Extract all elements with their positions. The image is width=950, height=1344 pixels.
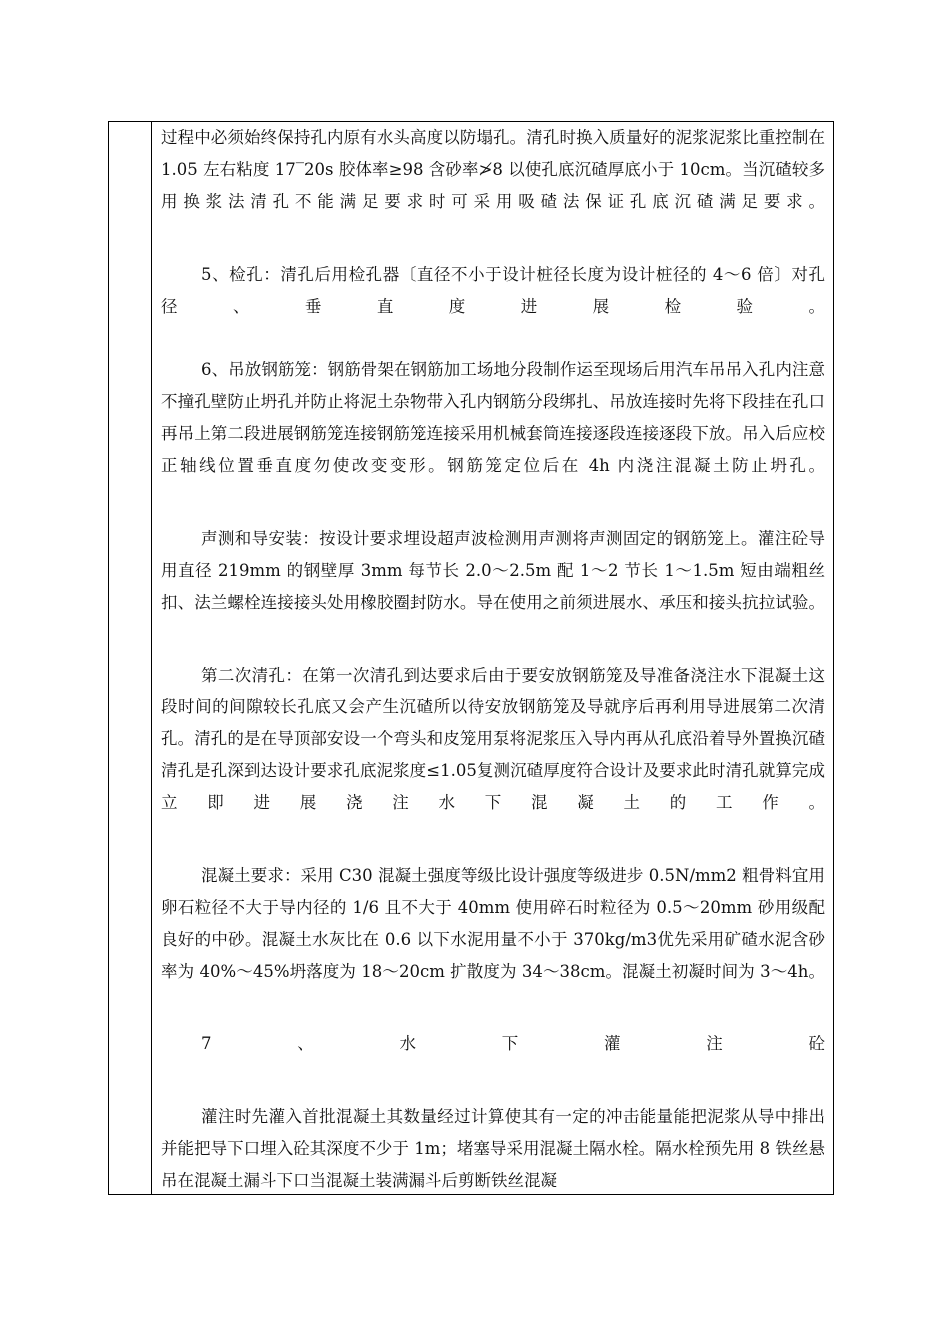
paragraph-second-clearing: 第二次清孔：在第一次清孔到达要求后由于要安放钢筋笼及导准备浇注水下混凝土这段时间的间隙较长孔底又会产生沉碴所以待安放钢筋笼及导就序后再利用导进展第二次清孔。清孔的是在导顶部安设一个弯头和皮笼用泵将泥浆压入导内再从孔底沿着导外置换沉碴清孔是孔深到达设计要求孔底泥浆度≤1.05复测沉碴厚度符合设计及要求此时清孔就算完成立即进展浇注水下混凝土的工作。 [161,665,825,813]
paragraph-sonic-tube: 声测和导安装：按设计要求埋设超声波检测用声测将声测固定的钢筋笼上。灌注砼导用直径 219mm 的钢壁厚 3mm 每节长 2.0～2.5m 配 1～2 节长 1～1.5m 短由端粗丝扣、法兰螺栓连接接头处用橡胶圈封防水。导在使用之前须进展水、承压和接头抗拉试验。 [161,528,825,612]
paragraph-clearing-hole-continued: 过程中必须始终保持孔内原有水头高度以防塌孔。清孔时换入质量好的泥浆泥浆比重控制在 1.05 左右粘度 17‾20s 胶体率≥98 含砂率≯8 以使孔底沉碴厚底小于 10cm。当沉碴较多用换浆法清孔不能满足要求时可采用吸碴法保证孔底沉碴满足要求。 [161,128,825,211]
table-column-divider [151,122,152,1194]
paragraph-heading-underwater-pouring: 7、水下灌注砼 [201,1034,825,1054]
paragraph-concrete-requirements: 混凝土要求：采用 C30 混凝土强度等级比设计强度等级进步 0.5N/mm2 粗骨料宜用卵石粒径不大于导内径的 1/6 且不大于 40mm 使用碎石时粒径为 0.5～20mm 砂用级配良好的中砂。混凝土水灰比在 0.6 以下水泥用量不小于 370kg/m3优先采用矿碴水泥含砂率为 40%～45%坍落度为 18～20cm 扩散度为 34～38cm。混凝土初凝时间为 3～4h。 [161,865,825,981]
document-body [161,122,825,1197]
paragraph-hole-inspection: 5、检孔：清孔后用检孔器〔直径不小于设计桩径长度为设计桩径的 4～6 倍〕对孔径、垂直度进展检验。 [161,264,825,316]
paragraph-rebar-cage: 6、吊放钢筋笼：钢筋骨架在钢筋加工场地分段制作运至现场后用汽车吊吊入孔内注意不撞孔壁防止坍孔并防止将泥土杂物带入孔内钢筋分段绑扎、吊放连接时先将下段挂在孔口再吊上第二段进展钢筋笼连接钢筋笼连接采用机械套筒连接逐段连接逐段下放。吊入后应校正轴线位置垂直度勿使改变变形。钢筋笼定位后在 4h 内浇注混凝土防止坍孔。 [161,360,825,476]
paragraph-pouring-procedure: 灌注时先灌入首批混凝土其数量经过计算使其有一定的冲击能量能把泥浆从导中排出并能把导下口埋入砼其深度不少于 1m；堵塞导采用混凝土隔水栓。隔水栓预先用 8 铁丝悬吊在混凝土漏斗下口当混凝土装满漏斗后剪断铁丝混凝 [161,1107,825,1191]
